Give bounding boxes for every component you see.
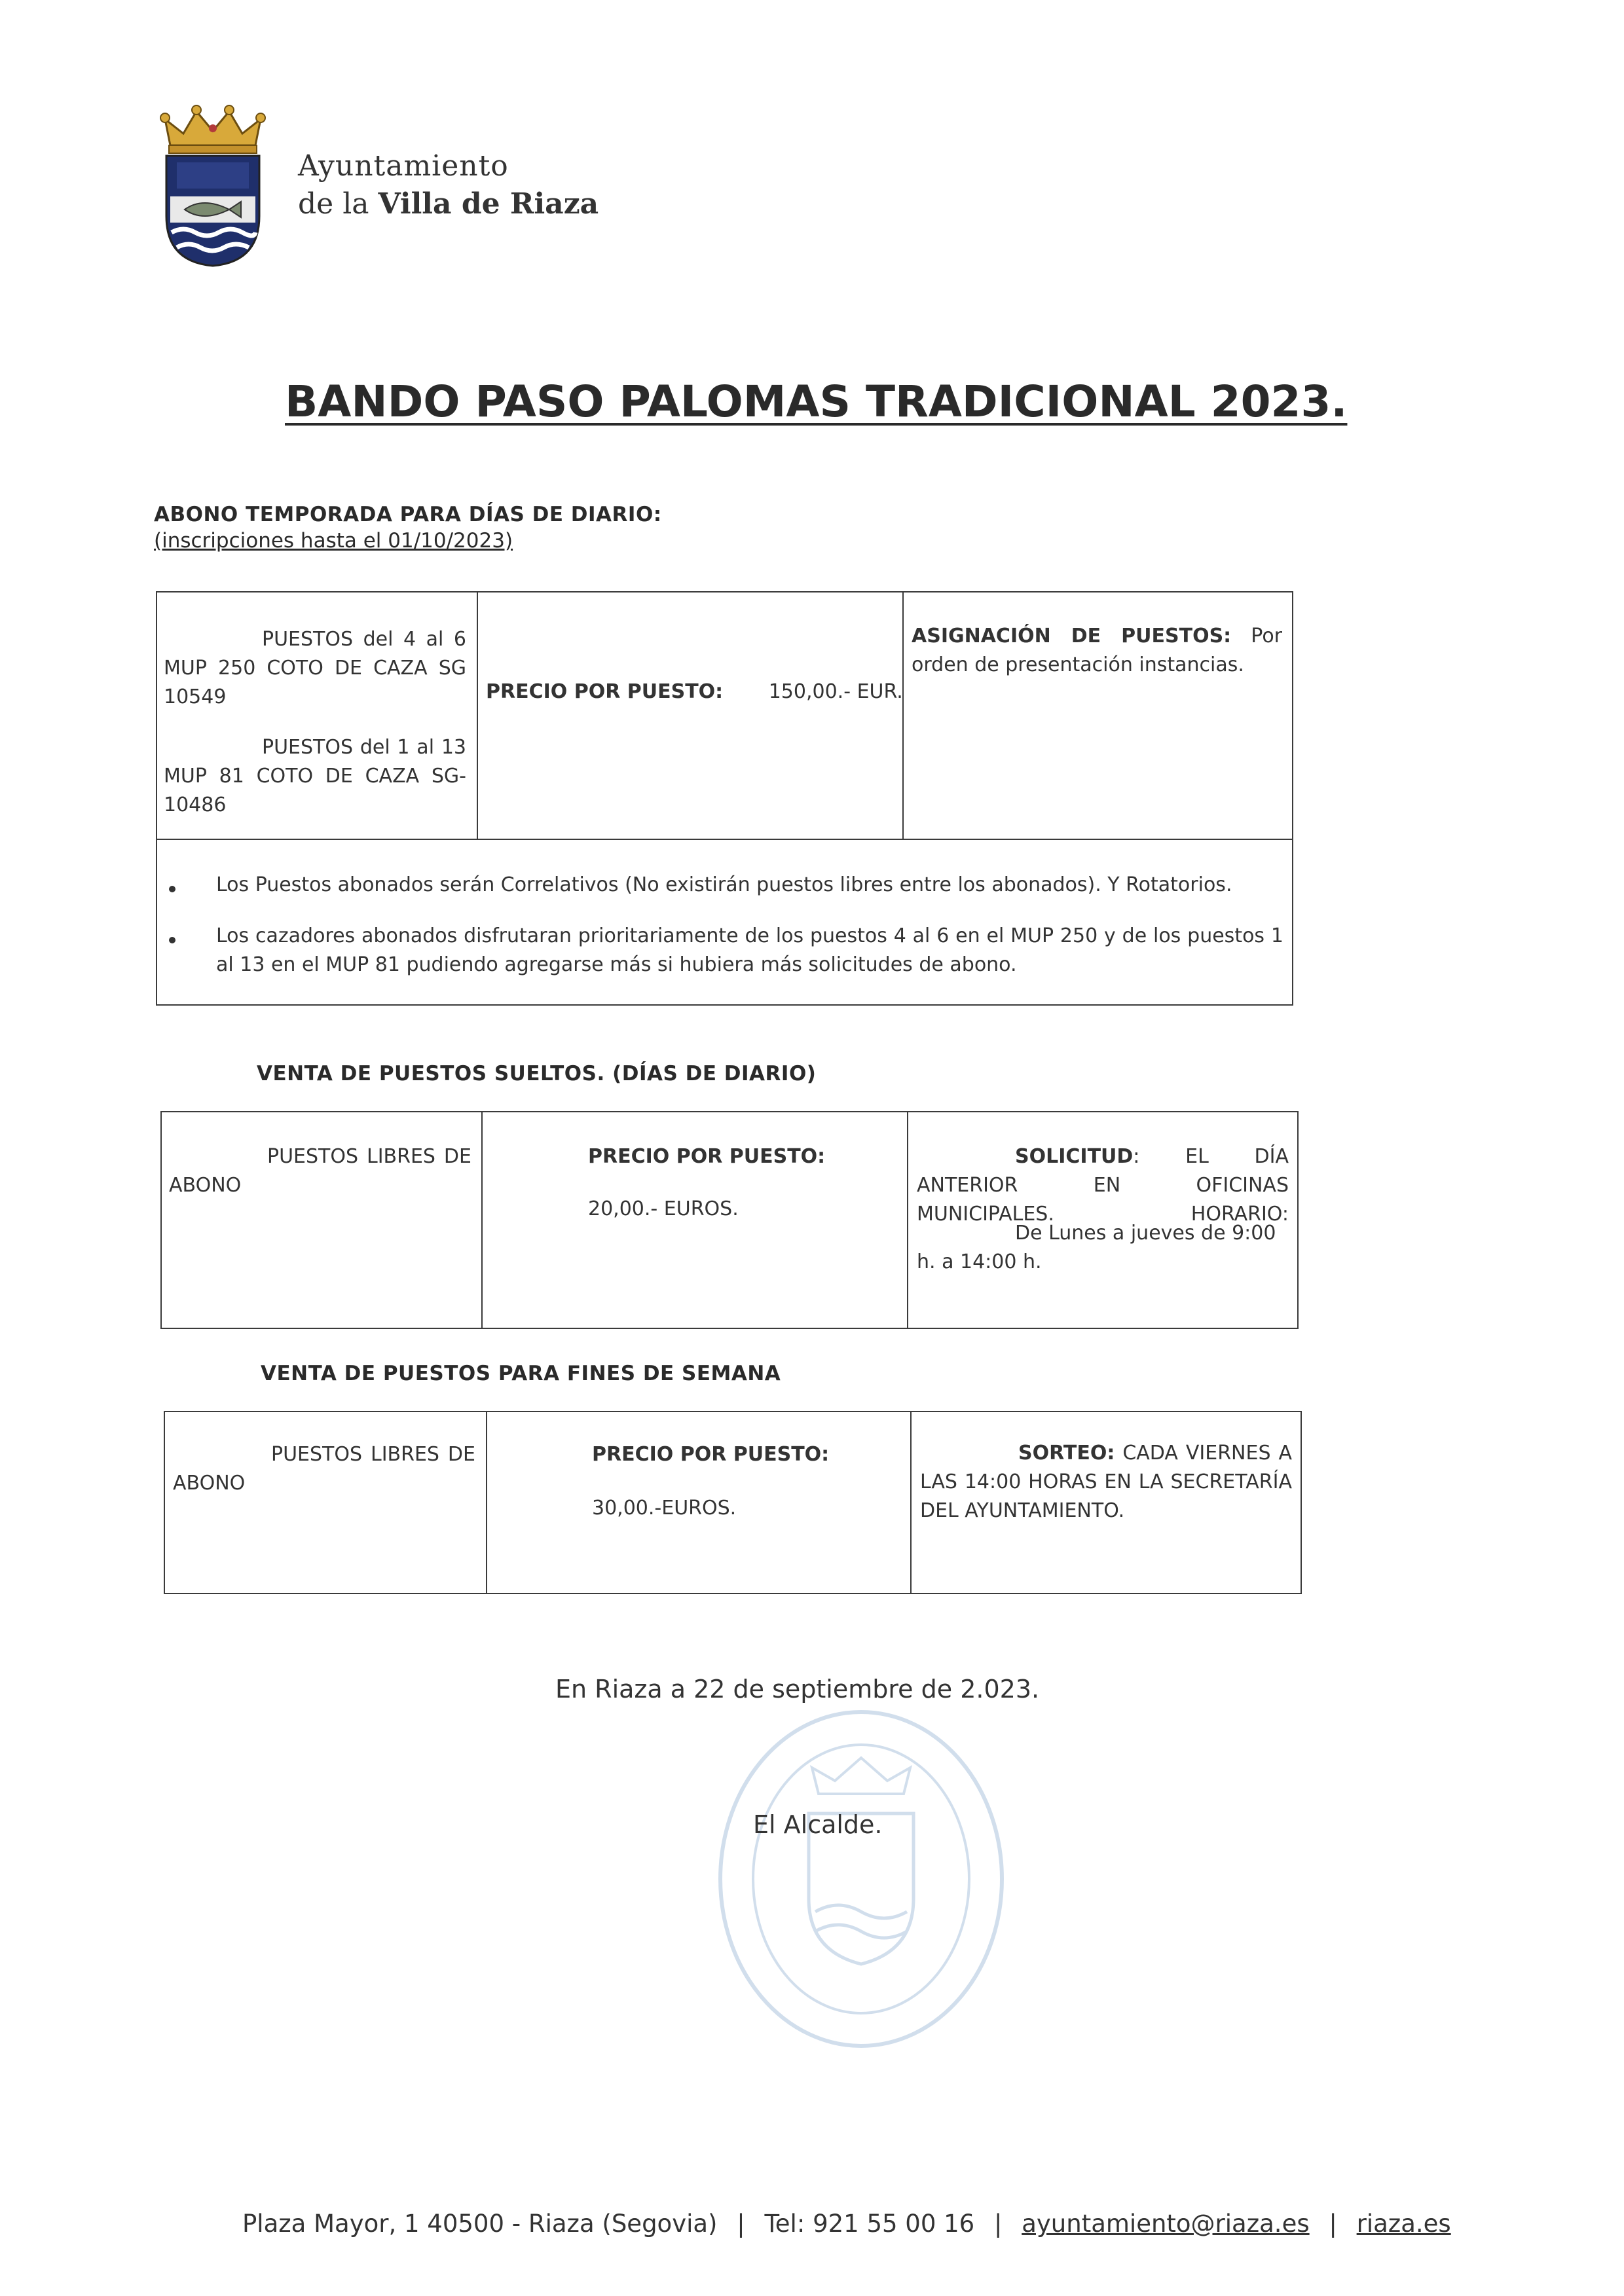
section1-assignment bbox=[912, 622, 1282, 680]
section3-draw bbox=[920, 1439, 1292, 1525]
section2-request bbox=[917, 1142, 1289, 1229]
organization-name-line2 bbox=[298, 187, 599, 221]
section3-price-label: PRECIO POR PUESTO: bbox=[592, 1443, 830, 1466]
footer-email-link[interactable]: ayuntamiento@riaza.es bbox=[1022, 2210, 1310, 2238]
section1-price-label: PRECIO POR PUESTO: bbox=[486, 680, 724, 703]
bullet-icon bbox=[169, 937, 175, 943]
section1-heading: ABONO TEMPORADA PARA DÍAS DE DIARIO: bbox=[154, 503, 662, 526]
table-divider bbox=[486, 1411, 487, 1594]
section2-heading: VENTA DE PUESTOS SUELTOS. (DÍAS DE DIARIO) bbox=[257, 1062, 817, 1085]
section1-assignment-text: Por orden de presentación instancias. bbox=[912, 625, 1283, 676]
section1-price bbox=[486, 678, 903, 706]
place-and-date: En Riaza a 22 de septiembre de 2.023. bbox=[555, 1675, 1040, 1704]
section3-posts: PUESTOS LIBRES DE ABONO bbox=[173, 1443, 475, 1495]
section2-request-text: : EL DÍA ANTERIOR EN OFICINAS MUNICIPALES. HORARIO: bbox=[917, 1145, 1289, 1226]
table-divider bbox=[907, 1111, 908, 1329]
section2-price-label: PRECIO POR PUESTO: bbox=[588, 1145, 826, 1168]
section1-posts-range-b: PUESTOS del 1 al 13 MUP 81 COTO DE CAZA SG-10486 bbox=[164, 736, 466, 816]
section2-hours: De Lunes a jueves de 9:00 h. a 14:00 h. bbox=[917, 1222, 1276, 1273]
organization-name-prefix: de la bbox=[298, 187, 378, 221]
coat-of-arms-logo bbox=[157, 105, 268, 268]
section1-assignment-label: ASIGNACIÓN DE PUESTOS: bbox=[912, 625, 1232, 647]
document-title: BANDO PASO PALOMAS TRADICIONAL 2023. bbox=[285, 376, 1348, 427]
section1-note: Los Puestos abonados serán Correlativos (No existirán puestos libres entre los abonados). Y Rotatorios. bbox=[216, 873, 1232, 896]
section3-draw-text: CADA VIERNES A LAS 14:00 HORAS EN LA SECRETARÍA DEL AYUNTAMIENTO. bbox=[920, 1442, 1292, 1522]
footer-separator: | bbox=[737, 2210, 745, 2238]
footer-phone: Tel: 921 55 00 16 bbox=[764, 2210, 975, 2238]
bullet-icon bbox=[169, 886, 175, 892]
section1-posts-range-a: PUESTOS del 4 al 6 MUP 250 COTO DE CAZA SG 10549 bbox=[164, 628, 466, 708]
official-seal-stamp bbox=[710, 1702, 1012, 2056]
table-divider bbox=[477, 591, 478, 840]
footer-address: Plaza Mayor, 1 40500 - Riaza (Segovia) bbox=[242, 2210, 718, 2238]
table-divider bbox=[481, 1111, 483, 1329]
organization-name-bold: Villa de Riaza bbox=[378, 187, 599, 221]
footer-website-link[interactable]: riaza.es bbox=[1356, 2210, 1451, 2238]
section2-posts: PUESTOS LIBRES DE ABONO bbox=[169, 1145, 471, 1197]
signer-title: El Alcalde. bbox=[753, 1810, 883, 1839]
organization-name-line1: Ayuntamiento bbox=[298, 149, 509, 183]
table-divider bbox=[902, 591, 904, 840]
section3-price-value: 30,00.-EUROS. bbox=[592, 1497, 737, 1520]
section1-deadline: (inscripciones hasta el 01/10/2023) bbox=[154, 529, 513, 553]
section1-price-value: 150,00.- EUR. bbox=[768, 680, 903, 703]
table-divider bbox=[910, 1411, 912, 1594]
footer-contact bbox=[242, 2210, 1451, 2238]
footer-separator: | bbox=[993, 2210, 1003, 2238]
section3-draw-label: SORTEO: bbox=[1018, 1442, 1115, 1465]
footer-separator: | bbox=[1329, 2210, 1337, 2238]
section2-request-label: SOLICITUD bbox=[1015, 1145, 1134, 1168]
section3-heading: VENTA DE PUESTOS PARA FINES DE SEMANA bbox=[261, 1362, 781, 1385]
section2-price-value: 20,00.- EUROS. bbox=[588, 1197, 739, 1220]
section1-note: Los cazadores abonados disfrutaran prioritariamente de los puestos 4 al 6 en el MUP 250 y de los puestos 1 al 13 en el MUP 81 pudiendo agregarse más si hubiera más solicitudes de abono. bbox=[216, 924, 1283, 976]
